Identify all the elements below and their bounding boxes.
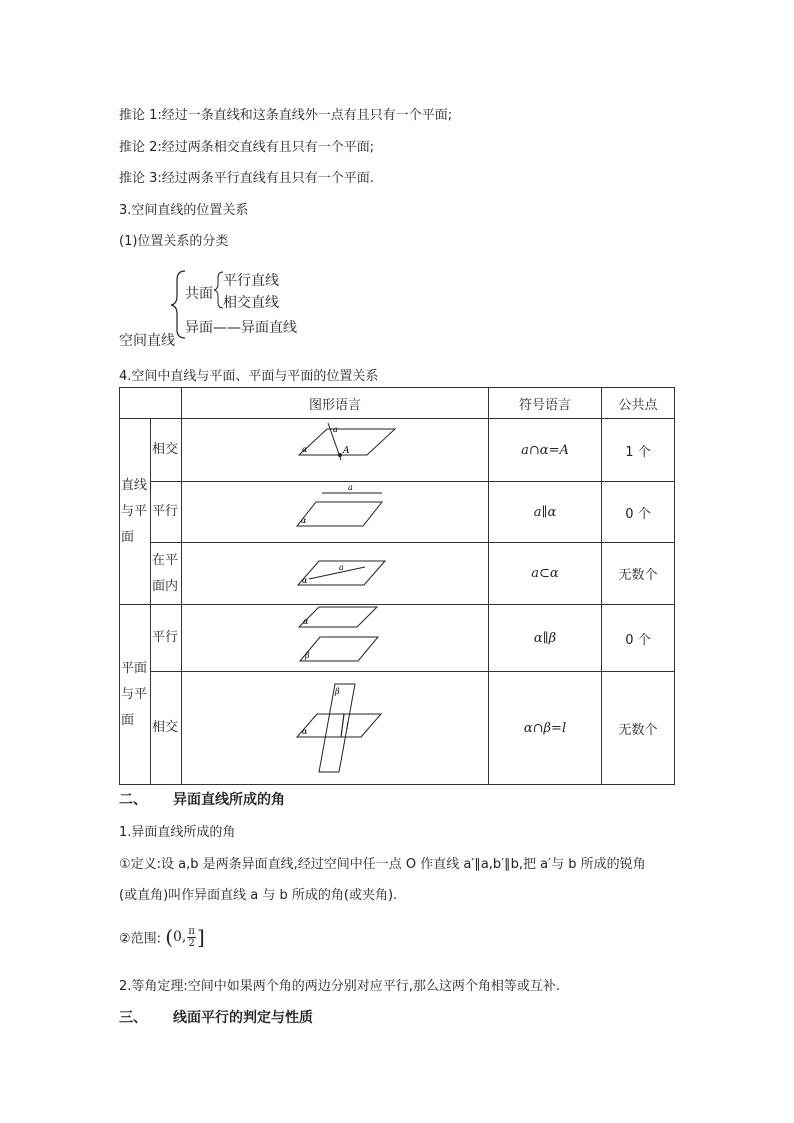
label-a: a (333, 425, 338, 434)
row-type: 相交 (151, 672, 182, 785)
definition-line-1: ①定义:设 a,b 是两条异面直线,经过空间中任一点 O 作直线 a′∥a,b′∥b,把 a′与 b 所成的锐角 (119, 857, 646, 872)
row-type: 平行 (151, 482, 182, 543)
corollary-2: 推论 2:经过两条相交直线有且只有一个平面; (119, 140, 375, 155)
symbol-cell: a∩α=A (489, 419, 602, 482)
classification-skew: 异面——异面直线 (185, 320, 297, 336)
angle-range (119, 925, 205, 949)
classification-parallel: 平行直线 (223, 273, 279, 289)
classification-root: 空间直线 (119, 333, 175, 349)
figure-planes-intersecting (182, 672, 489, 785)
common-cell: 无数个 (602, 672, 675, 785)
symbol-cell: α∩β=l (489, 672, 602, 785)
header-blank (120, 388, 182, 419)
row-type: 在平面内 (151, 543, 182, 605)
header-figure: 图形语言 (182, 388, 489, 419)
corollary-1: 推论 1:经过一条直线和这条直线外一点有且只有一个平面; (119, 108, 453, 123)
label-beta: β (335, 687, 340, 696)
label-alpha: α (302, 576, 308, 585)
part3-heading-num: 三、 (119, 1010, 147, 1026)
part2-heading-num: 二、 (119, 792, 147, 808)
header-common: 公共点 (602, 388, 675, 419)
figure-line-intersects-plane (182, 419, 489, 482)
part3-heading (119, 1007, 313, 1027)
part2-item1: 1.异面直线所成的角 (119, 825, 236, 840)
classification-intersecting: 相交直线 (223, 295, 279, 311)
section3-subtitle: (1)位置关系的分类 (119, 234, 229, 249)
definition-line-2: (或直角)叫作异面直线 a 与 b 所成的角(或夹角). (119, 888, 398, 903)
figure-line-parallel-plane (182, 482, 489, 543)
header-symbol: 符号语言 (489, 388, 602, 419)
line-classification (119, 266, 379, 356)
label-beta: β (305, 651, 310, 660)
common-cell: 1 个 (602, 419, 675, 482)
label-alpha: α (302, 727, 308, 736)
classification-coplanar: 共面 (185, 286, 213, 302)
label-alpha: α (301, 516, 307, 525)
group-plane-plane: 平面与平面 (120, 605, 151, 785)
figure-planes-parallel (182, 605, 489, 672)
part3-heading-text: 线面平行的判定与性质 (173, 1010, 313, 1026)
symbol-cell: a∥α (489, 482, 602, 543)
common-cell: 0 个 (602, 482, 675, 543)
common-cell: 0 个 (602, 605, 675, 672)
range-value: ( 0, π 2 ] (165, 925, 205, 949)
group-line-plane: 直线与平面 (120, 419, 151, 605)
label-A: A (343, 446, 350, 456)
label-a: a (348, 483, 353, 492)
part2-heading-text: 异面直线所成的角 (173, 792, 285, 808)
part2-heading (119, 789, 285, 809)
equal-angle-theorem: 2.等角定理:空间中如果两个角的两边分别对应平行,那么这两个角相等或互补. (119, 979, 561, 994)
figure-line-in-plane (182, 543, 489, 605)
label-l: l (346, 722, 349, 731)
common-cell: 无数个 (602, 543, 675, 605)
section4-title: 4.空间中直线与平面、平面与平面的位置关系 (119, 369, 379, 384)
corollary-3: 推论 3:经过两条平行直线有且只有一个平面. (119, 171, 374, 186)
label-alpha: α (302, 445, 308, 454)
position-relation-table (119, 387, 675, 785)
range-label: ②范围: (119, 931, 162, 947)
section3-title: 3.空间直线的位置关系 (119, 203, 249, 218)
symbol-cell: α∥β (489, 605, 602, 672)
symbol-cell: a⊂α (489, 543, 602, 605)
row-type: 平行 (151, 605, 182, 672)
label-a: a (339, 563, 344, 572)
label-alpha: α (303, 617, 309, 626)
row-type: 相交 (151, 419, 182, 482)
